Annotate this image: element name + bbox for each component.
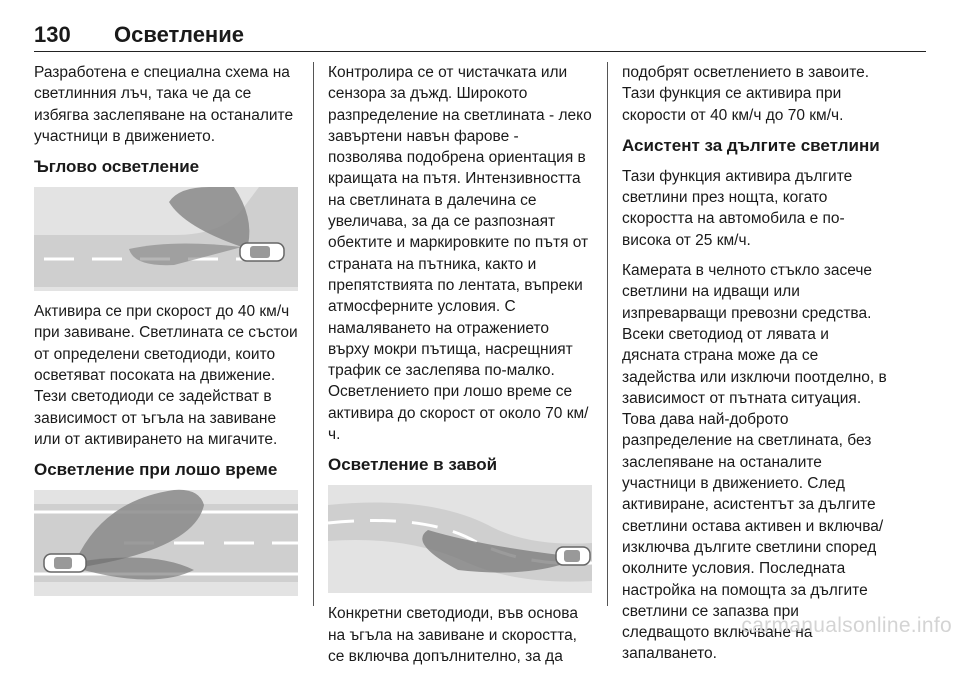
page-number: 130 [34,22,71,47]
bad-weather-illustration [34,490,298,596]
high-beam-paragraph-1: Тази функция активира дългите светлини през нощта, когато скоростта на автомобила е по-висока от 25 км/ч. [622,167,853,249]
page-title: Осветление [114,22,244,47]
heading-high-beam-assist: Асистент за дългите светлини [622,135,880,155]
corner-lighting-text: Активира се при скорост до 40 км/ч при завиване. Светлината се състои от определени светодиоди, които осветяват посоката на движение. Тези светодиоди се задействат в зависимост от ъгъла на завиване или от активирането на мигачите. [34,303,298,448]
curve-lighting-continued: подобрят осветлението в завоите. Тази функция се активира при скорости от 40 км/ч до 70 км/ч. [622,64,870,124]
corner-lighting-illustration [34,187,298,291]
column-divider-1 [313,62,314,606]
column-divider-2 [607,62,608,606]
column-1 [34,62,302,606]
high-beam-paragraph-2: Камерата в челното стъкло засече светлини на идващи или изпреварващи превозни средства. Всеки светодиод от лявата и дясната страна може да се задейства или изключи поотделно, в зависимост от пътната ситуация. Това дава най-доброто разпределение на светлината, без заслепяване на останалите участници в движението. След активиране, асистентът за дългите светлини остава активен и включва/изключва дългите светлини според околните условия. Последната настройка на помощта за дългите светлини се запазва при следващото включване на запалването. [622,262,887,663]
page-header [34,22,926,52]
intro-paragraph: Разработена е специална схема на светлинния лъч, така че да се избягва заслепяване на останалите участници в движението. [34,64,294,145]
heading-curve-lighting: Осветление в завой [328,455,498,475]
heading-bad-weather: Осветление при лошо време [34,460,278,480]
column-2 [328,62,594,676]
curve-lighting-illustration [328,485,592,593]
watermark: carmanualsonline.info [741,614,952,637]
bad-weather-text: Контролира се от чистачката или сензора за дъжд. Широкото разпределение на светлината - леко завъртени навън фарове - позволява подобрена ориентация в краищата на пътя. Интензивността на светлината в далечина се увеличава, за да се разпознаят обектите и маркировките по пътя от страната на пътника, както и препятствията по лентата, въпреки атмосферните условия. С намаляването на отражението върху мокри пътища, насрещният трафик се заслепява по-малко. Осветлението при лошо време се активира до скорост от около 70 км/ч. [328,64,592,444]
column-3 [622,62,888,674]
heading-corner-lighting: Ъглово осветление [34,157,200,177]
curve-lighting-text: Конкретни светодиоди, във основа на ъгъла на завиване и скоростта, се включва допълнително, за да [328,605,578,665]
